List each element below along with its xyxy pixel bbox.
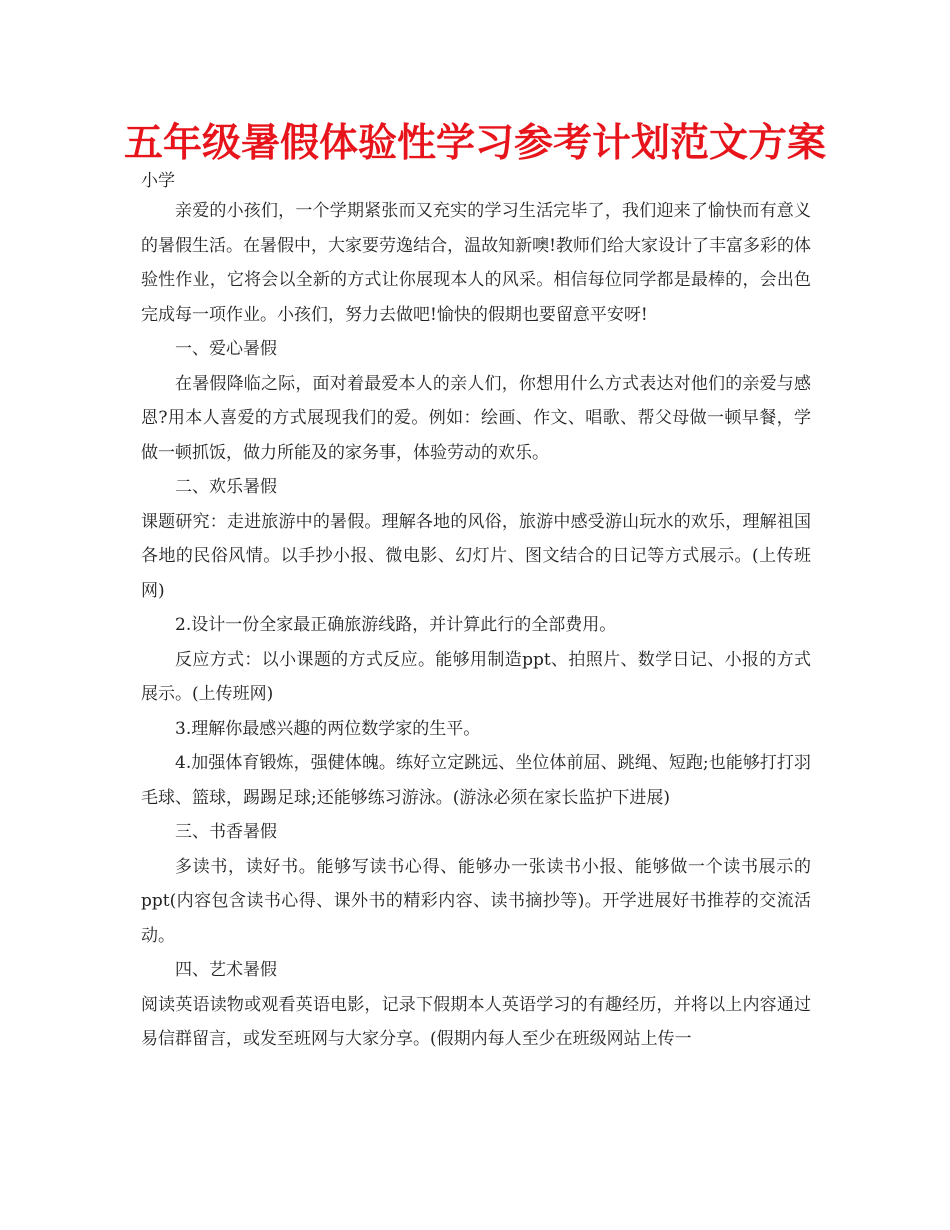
document-title: 五年级暑假体验性学习参考计划范文方案 — [123, 121, 826, 166]
section-heading-love: 一、爱心暑假 — [175, 339, 277, 359]
paragraph-travel-route: 2.设计一份全家最正确旅游线路，并计算此行的全部费用。 — [175, 615, 617, 635]
paragraph-sports: 4.加强体育锻炼，强健体魄。练好立定跳远、坐位体前屈、跳绳、短跑;也能够打打羽毛球、篮球，踢踢足球;还能够练习游泳。(游泳必须在家长监护下进展) — [141, 753, 811, 808]
document-body — [141, 168, 811, 1057]
section-heading-art: 四、艺术暑假 — [175, 960, 277, 980]
paragraph-love: 在暑假降临之际，面对着最爱本人的亲人们，你想用什么方式表达对他们的亲爱与感恩?用本人喜爱的方式展现我们的爱。例如：绘画、作文、唱歌、帮父母做一顿早餐，学做一顿抓饭，做力所能及的家务事，体验劳动的欢乐。 — [141, 373, 811, 463]
paragraph-intro: 亲爱的小孩们，一个学期紧张而又充实的学习生活完毕了，我们迎来了愉快而有意义的暑假生活。在暑假中，大家要劳逸结合，温故知新噢!教师们给大家设计了丰富多彩的体验性作业，它将会以全新的方式让你展现本人的风采。相信每位同学都是最棒的，会出色完成每一项作业。小孩们，努力去做吧!愉快的假期也要留意平安呀! — [141, 201, 811, 325]
paragraph-english: 阅读英语读物或观看英语电影，记录下假期本人英语学习的有趣经历，并将以上内容通过易信群留言，或发至班网与大家分享。(假期内每人至少在班级网站上传一 — [141, 994, 811, 1049]
paragraph-mathematicians: 3.理解你最感兴趣的两位数学家的生平。 — [175, 718, 481, 739]
section-heading-joy: 二、欢乐暑假 — [175, 477, 277, 497]
document-subtitle: 小学 — [141, 171, 175, 191]
paragraph-reading: 多读书，读好书。能够写读书心得、能够办一张读书小报、能够做一个读书展示的ppt(内容包含读书心得、课外书的精彩内容、读书摘抄等)。开学进展好书推荐的交流活动。 — [141, 856, 811, 946]
section-heading-reading: 三、书香暑假 — [175, 822, 277, 842]
paragraph-feedback: 反应方式：以小课题的方式反应。能够用制造ppt、拍照片、数学日记、小报的方式展示。(上传班网) — [141, 649, 811, 704]
paragraph-travel-research: 课题研究：走进旅游中的暑假。理解各地的风俗，旅游中感受游山玩水的欢乐，理解祖国各地的民俗风情。以手抄小报、微电影、幻灯片、图文结合的日记等方式展示。(上传班网) — [141, 511, 811, 601]
